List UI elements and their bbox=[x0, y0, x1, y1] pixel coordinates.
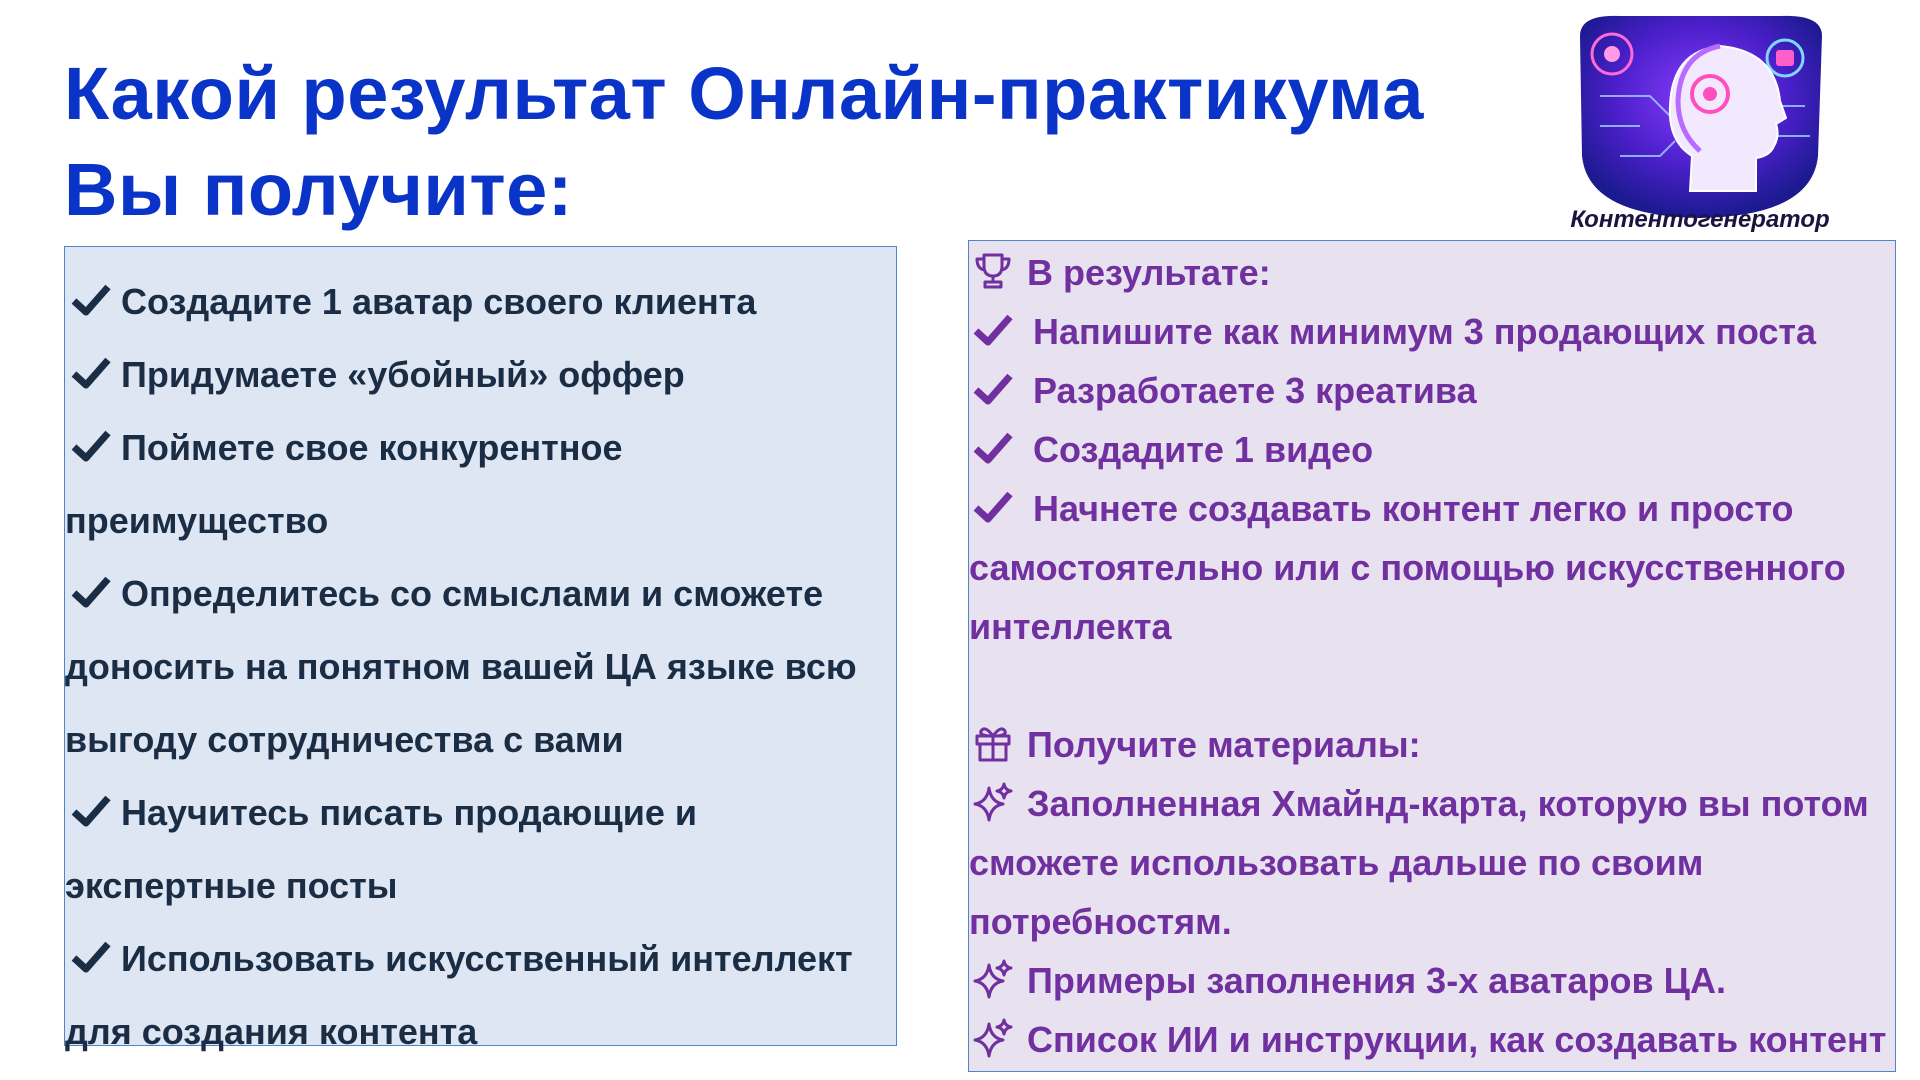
list-item: Напишите как минимум 3 продающих поста bbox=[969, 302, 1895, 361]
list-item: Поймете свое конкурентное преимущество bbox=[65, 427, 623, 541]
list-item: Использовать искусственный интеллект для создания контента bbox=[65, 938, 853, 1052]
checkmark-icon bbox=[71, 572, 111, 612]
list-item: Список ИИ и инструкции, как создавать контент bbox=[969, 1010, 1895, 1069]
list-item: Научитесь писать продающие и экспертные посты bbox=[65, 792, 698, 906]
sparkle-icon bbox=[973, 959, 1013, 999]
title-line-1: Какой результат Онлайн-практикума bbox=[64, 52, 1424, 135]
sparkle-icon bbox=[973, 782, 1013, 822]
outcomes-list bbox=[65, 247, 896, 1068]
results-panel bbox=[968, 240, 1896, 1072]
checkmark-icon bbox=[973, 487, 1013, 527]
checkmark-icon bbox=[71, 791, 111, 831]
materials-section bbox=[969, 715, 1895, 1069]
results-section bbox=[969, 241, 1895, 656]
sparkle-icon bbox=[973, 1018, 1013, 1058]
checkmark-icon bbox=[71, 937, 111, 977]
list-item: Создадите 1 аватар своего клиента bbox=[65, 265, 896, 338]
materials-heading: Получите материалы: bbox=[969, 715, 1895, 774]
checkmark-icon bbox=[973, 369, 1013, 409]
list-item: Примеры заполнения 3-х аватаров ЦА. bbox=[969, 951, 1895, 1010]
title-line-2: Вы получите: bbox=[64, 148, 573, 231]
list-item: Придумаете «убойный» оффер bbox=[65, 338, 896, 411]
list-item: Определитесь со смыслами и сможете доносить на понятном вашей ЦА языке всю выгоду сотрудничества с вами bbox=[65, 573, 857, 760]
materials-list bbox=[969, 774, 1895, 1069]
ai-head-logo bbox=[1560, 6, 1840, 236]
checkmark-icon bbox=[71, 280, 111, 320]
list-item: Разработаете 3 креатива bbox=[969, 361, 1895, 420]
checkmark-icon bbox=[71, 426, 111, 466]
list-item: Создадите 1 видео bbox=[969, 420, 1895, 479]
checkmark-icon bbox=[973, 310, 1013, 350]
trophy-icon bbox=[973, 251, 1013, 291]
gift-icon bbox=[973, 723, 1013, 763]
outcomes-panel bbox=[64, 246, 897, 1052]
checkmark-icon bbox=[973, 428, 1013, 468]
results-heading: В результате: bbox=[969, 243, 1895, 302]
logo-caption: Контентогенератор bbox=[1570, 206, 1830, 233]
checkmark-icon bbox=[71, 353, 111, 393]
list-item: Начнете создавать контент легко и просто самостоятельно или с помощью искусственного интеллекта bbox=[969, 488, 1846, 647]
results-list bbox=[969, 302, 1895, 656]
list-item: Заполненная Хмайнд-карта, которую вы потом сможете использовать дальше по своим потребностям. bbox=[969, 783, 1869, 942]
page-title bbox=[64, 46, 1484, 238]
